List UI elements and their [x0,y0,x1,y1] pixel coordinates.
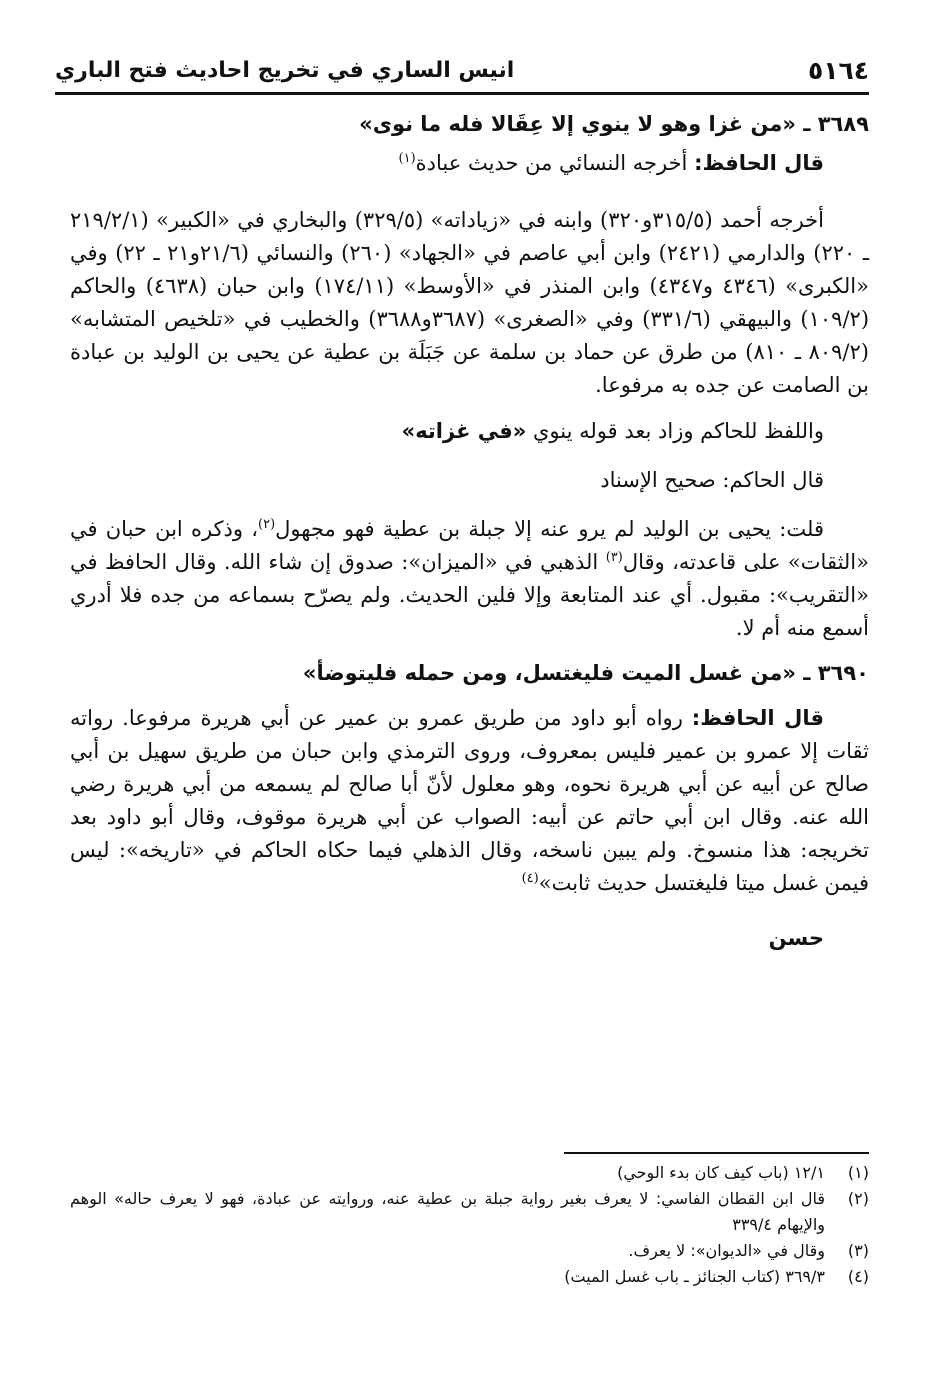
footnote-number: (١) [847,1163,869,1182]
hadith-heading-3689: ٣٦٨٩ ـ «من غزا وهو لا ينوي إلا عِقَالا فله ما نوى» [359,112,869,136]
page-body [70,108,869,955]
wording-text: واللفظ للحاكم وزاد بعد قوله ينوي [526,419,824,443]
hafiz-label-2: قال الحافظ: [691,706,824,730]
footnote-number: (٤) [847,1267,869,1286]
hadith-heading-3690: ٣٦٩٠ ـ «من غسل الميت فليغتسل، ومن حمله فليتوضأ» [302,661,869,685]
hafiz-text-2: رواه أبو داود من طريق عمرو بن عمير عن أبي هريرة مرفوعا. رواته ثقات إلا عمرو بن عمير فليس بمعروف، وروى الترمذي وابن حبان من طريق سهيل بن أبي صالح عن أبيه عن أبي هريرة نحوه، وهو معلول لأنّ أبا صالح لم يسمعه من أبي هريرة رضي الله عنه. وقال ابن أبي حاتم عن أبيه: الصواب عن أبي هريرة موقوف، وقال أبو داود بعد تخريجه: هذا منسوخ. ولم يبين ناسخه، وقال الذهلي فيما حكاه الحاكم في «تاريخه»: ليس فيمن غسل ميتا فليغتسل حديث ثابت» [70,706,869,895]
footnote-text: قال ابن القطان الفاسي: لا يعرف بغير رواية جبلة بن عطية عنه، وروايته عن عبادة، فهو لا يعرف حاله» الوهم والإيهام ٣٣٩/٤ [70,1189,825,1234]
hakim-grading: قال الحاكم: صحيح الإسناد [600,468,824,492]
running-title: انيس الساري في تخريج احاديث فتح الباري [55,57,515,83]
footnote-text: ٣٦٩/٣ (كتاب الجنائز ـ باب غسل الميت) [564,1267,825,1286]
comment-part-3: الذهبي في «الميزان»: صدوق إن شاء الله. وقال الحافظ في «التقريب»: مقبول. أي عند المتابعة وإلا فلين الحديث. ولم يصرّح بسماعه من جده فلا أدري أسمع منه أم لا. [70,550,869,640]
wording-addition: «في غزاته» [401,419,527,443]
footnote-ref-1[interactable]: (١) [398,151,416,166]
comment-part-1: قلت: يحيى بن الوليد لم يرو عنه إلا جبلة بن عطية فهو مجهول [275,517,824,541]
footnote-number: (٣) [847,1241,869,1260]
wording-note [70,415,869,448]
footnote-item [70,1160,869,1186]
footnote-item [70,1238,869,1264]
footnote-item [70,1264,869,1290]
footnotes [70,1160,869,1290]
footnote-text: ١٢/١ (باب كيف كان بدء الوحي) [617,1163,825,1182]
page-number: ٥١٦٤ [807,55,869,85]
hadith-grade: حسن [768,926,824,950]
footnote-ref-4[interactable]: (٤) [521,871,539,886]
hafiz-statement [70,147,869,180]
page-header [55,48,869,95]
footnote-ref-2[interactable]: (٢) [258,517,276,532]
footnote-divider [564,1152,869,1154]
author-comment [70,513,869,645]
footnote-number: (٢) [847,1189,869,1208]
comment-part-2: ، وذكره ابن حبان في «الثقات» على قاعدته، وقال [70,517,869,574]
footnote-item [70,1186,869,1238]
hafiz-label: قال الحافظ: [694,151,824,175]
footnote-text: وقال في «الديوان»: لا يعرف. [628,1241,825,1260]
hafiz-text: أخرجه النسائي من حديث عبادة [415,151,695,175]
footnote-ref-3[interactable]: (٣) [605,550,623,565]
hafiz-statement-2 [70,702,869,900]
takhrij-paragraph: أخرجه أحمد (٣١٥/٥و٣٢٠) وابنه في «زياداته» (٣٢٩/٥) والبخاري في «الكبير» (٢١٩/٢/١ ـ ٢٢٠) والدارمي (٢٤٢١) وابن أبي عاصم في «الجهاد» (٢٦٠) والنسائي (٢١/٦و٢١ ـ ٢٢) وفي «الكبرى» (٤٣٤٦ و٤٣٤٧) وابن المنذر في «الأوسط» (١٧٤/١١) وابن حبان (٤٦٣٨) والحاكم (١٠٩/٢) والبيهقي (٣٣١/٦) وفي «الصغرى» (٣٦٨٧و٣٦٨٨) والخطيب في «تلخيص المتشابه» (٨٠٩/٢ ـ ٨١٠) من طرق عن حماد بن سلمة عن جَبَلَة بن عطية عن يحيى بن الوليد بن عبادة بن الصامت عن جده به مرفوعا. [70,208,870,397]
